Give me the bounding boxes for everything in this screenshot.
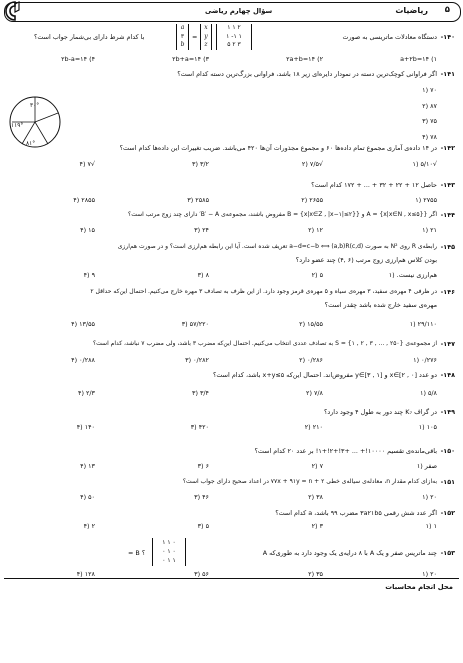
option-1[interactable]: ۲۰ (۱ <box>422 570 437 578</box>
option-3[interactable]: ۲۵۸۵ (۳ <box>187 196 209 204</box>
option-1[interactable]: صفر (۱ <box>416 462 437 470</box>
option-2[interactable]: ۷/۸ (۲ <box>306 389 323 397</box>
option-2[interactable]: ۰/۲۸۶ (۲ <box>299 356 323 364</box>
question-text: اگر عدد شش رقمی ۳a۲۱b۵ مضرب ۹۹ باشد، a کدام است؟ <box>275 509 437 517</box>
option-1[interactable]: هم‌ارزی نیست. (۱ <box>388 271 437 279</box>
question-number: ۱۵۰- <box>440 447 455 455</box>
option-2[interactable]: ۵ (۲ <box>311 271 323 279</box>
option-1[interactable]: ۲۱ (۱ <box>422 226 437 234</box>
matrix-row: ۰ ۱ ۱ <box>162 557 176 564</box>
question-text-continued: با کدام شرط دارای بی‌شمار جواب است؟ <box>34 33 145 41</box>
question-number: ۱۵۳- <box>440 549 455 557</box>
matrix-b-label: ؟ B = <box>128 549 146 557</box>
matrix-row: ۱ ۱ ۰ <box>162 539 176 546</box>
question-text: دستگاه معادلات ماتریسی به صورت <box>342 33 437 41</box>
question-number: ۱۴۶- <box>440 288 455 296</box>
option-2[interactable]: √۷/۵ (۲ <box>301 160 323 168</box>
option-2[interactable]: ۲۶۵۵ (۲ <box>301 196 323 204</box>
question-number: ۱۴۷- <box>440 340 455 348</box>
pie-label: ۳۰° <box>30 103 40 109</box>
option-1[interactable]: ۱ (۱ <box>425 522 437 530</box>
option-3[interactable]: ۶ (۳ <box>197 462 209 470</box>
matrix-row: ۵ ۲ ۳ <box>227 41 241 48</box>
option-3[interactable]: ۸ (۳ <box>197 271 209 279</box>
question-text: چند ماتریس صفر و یک A با ۸ درایه‌ی یک وجود دارد به طوری‌که A <box>262 549 437 557</box>
option-4[interactable]: ۷۸ (۴ <box>422 133 437 141</box>
option-4[interactable]: ۱۲۸ (۴ <box>76 570 95 578</box>
option-4[interactable]: ۰/۲۸۸ (۴ <box>71 356 95 364</box>
coefficient-matrix <box>216 24 252 50</box>
question-text-continued: بودن کلاس هم‌ارزی زوج مرتب (۶ ,۴) چند عضو دارد؟ <box>295 256 437 264</box>
pie-label: ۸۱° <box>26 141 36 147</box>
page-header <box>4 2 461 22</box>
page-number: ۵ <box>444 5 450 15</box>
vector-entry: b <box>180 41 185 48</box>
question-number: ۱۴۸- <box>440 371 455 379</box>
matrix-b <box>152 538 186 566</box>
question-text: به‌ازای کدام مقدار n، معادله‌ی سیاله‌ی خطی ۷۷x + ۹۱y = n + ۲ در اعداد صحیح دارای جواب است؟ <box>182 478 437 485</box>
question-text: دو عدد [۰ , ۲]∋x و [۱ , ۳]∋y مفروض‌اند. احتمال این‌که x+y≤۵ باشد، کدام است؟ <box>213 371 437 379</box>
option-3[interactable]: ۴۶ (۳ <box>194 493 209 501</box>
question-text: از مجموعه‌ی {۲۵۰ , ... , ۳ , ۲ , ۱} = S به تصادف عددی انتخاب می‌کنیم. احتمال این‌که مضرب ۳ باشد، ولی مضرب ۷ نباشد، کدام است؟ <box>92 340 437 347</box>
question-text: در ظرفی ۴ مهره‌ی سفید، ۳ مهره‌ی سیاه و ۵ مهره‌ی قرمز وجود دارد. از این ظرف به تصادف ۳ مهره خارج می‌کنیم. احتمال این‌که حداقل ۲ <box>90 288 437 295</box>
question-number: ۱۴۵- <box>440 243 455 251</box>
option-3[interactable]: ۲b+a=۱۴ (۳ <box>172 55 209 63</box>
question-number: ۱۵۱- <box>440 478 455 486</box>
footer-divider <box>4 578 459 579</box>
option-3[interactable]: ۵۶ (۳ <box>194 570 209 578</box>
option-3[interactable]: ۷۵ (۳ <box>422 117 437 125</box>
question-text: اگر فراوانی کوچک‌ترین دسته در نمودار دایره‌ای زیر ۱۸ باشد، فراوانی بزرگ‌ترین دسته کدام است؟ <box>177 70 437 78</box>
option-1[interactable]: ۷۰ (۱ <box>422 86 437 94</box>
rhs-vector <box>176 24 189 50</box>
option-4[interactable]: ۲b-a=۱۴ (۴ <box>61 55 95 63</box>
option-3[interactable]: ۴۲۰ (۳ <box>190 423 209 431</box>
option-1[interactable]: ۰/۲۷۶ (۱ <box>413 356 437 364</box>
option-2[interactable]: ۲۱۰ (۲ <box>304 423 323 431</box>
question-text: حاصل ۱۲ + ۲۲ + ۳۲ + ... + ۱۷۲ کدام است؟ <box>311 181 437 189</box>
vector-entry: z <box>204 41 208 48</box>
option-4[interactable]: ۵۰ (۴ <box>80 493 95 501</box>
pie-label: ۱۱۹° <box>11 123 24 129</box>
option-4[interactable]: ۲/۳ (۴ <box>78 389 95 397</box>
option-1[interactable]: ۵/۸ (۱ <box>420 389 437 397</box>
option-3[interactable]: ۰/۲۸۲ (۳ <box>185 356 209 364</box>
question-number: ۱۴۴- <box>440 211 455 219</box>
option-2[interactable]: ۸۷ (۲ <box>422 102 437 110</box>
scratch-area-label: محل انجام محاسبات <box>385 583 453 591</box>
option-4[interactable]: ۱۴۰ (۴ <box>76 423 95 431</box>
option-3[interactable]: ۵ (۳ <box>197 522 209 530</box>
option-1[interactable]: ۲۷۵۵ (۱ <box>415 196 437 204</box>
option-3[interactable]: ۳/۲ (۳ <box>192 160 209 168</box>
vector-entry: x <box>204 24 208 31</box>
option-2[interactable]: ۱۲ (۲ <box>308 226 323 234</box>
option-4[interactable]: ۹ (۴ <box>83 271 95 279</box>
vector-entry: ۳ <box>180 32 185 40</box>
question-number: ۱۴۳- <box>440 181 455 189</box>
variable-vector <box>200 24 212 50</box>
option-2[interactable]: ۳۵ (۲ <box>308 570 323 578</box>
question-text: اگر {A = {x|x∈N , x≤۵} و {B = {x|x∈Z , |x−۱|≤۲} مفروض باشند، مجموعه‌ی B′ − A′ دارای چند زوج مرتب است؟ <box>128 211 437 218</box>
option-4[interactable]: ۱۳ (۴ <box>80 462 95 470</box>
option-2[interactable]: ۱۵/۵۵ (۲ <box>299 320 323 328</box>
option-4[interactable]: ۲۸۵۵ (۴ <box>73 196 95 204</box>
publisher-logo-icon <box>4 0 26 22</box>
option-1[interactable]: a+۲b=۱۴ (۱ <box>400 55 437 63</box>
equals-sign: = <box>192 33 198 41</box>
matrix-row: ۰ ۱ ۰ <box>162 548 176 555</box>
option-4[interactable]: ۱۳/۵۵ (۴ <box>71 320 95 328</box>
option-4[interactable]: ۲ (۴ <box>83 522 95 530</box>
question-number: ۱۴۰- <box>440 33 455 41</box>
question-text: در ۱۴ داده‌ی آماری مجموع تمام داده‌ها ۶۰ و مجموع مجذورات آن‌ها ۴۲۰ می‌باشد. ضریب تغییرات این داده‌ها کدام است؟ <box>119 144 437 152</box>
option-1[interactable]: √۵/۱۰ (۱ <box>412 160 437 168</box>
option-4[interactable]: √۷ (۴ <box>79 160 95 168</box>
question-text: باقی‌مانده‌ی تقسیم ۱۰۰۰۰!+ ... +۳!+۲!+۱! بر عدد ۲۰ کدام است؟ <box>254 447 437 455</box>
matrix-row: ۱ ۱ ۲ <box>227 24 241 31</box>
question-text: رابطه‌ی R روی N² به صورت a−d=c−b ⟺ (a,b)R(c,d) تعریف شده است. آیا این رابطه هم‌ارزی است؟ و در صورت هم‌ارزی <box>117 243 437 250</box>
option-4[interactable]: ۱۵ (۴ <box>80 226 95 234</box>
question-text-continued: مهره‌ی سفید خارج شده باشد چقدر است؟ <box>324 301 437 309</box>
question-text: در گراف K₇ چند دور به طول ۴ وجود دارد؟ <box>323 408 437 416</box>
question-number: ۱۴۲- <box>440 144 455 152</box>
option-3[interactable]: ۵۷/۲۲۰ (۳ <box>181 320 209 328</box>
option-3[interactable]: ۲۴ (۳ <box>194 226 209 234</box>
option-1[interactable]: ۲۹/۱۱۰ (۱ <box>409 320 437 328</box>
vector-entry: y <box>204 32 208 40</box>
option-1[interactable]: ۲۰ (۱ <box>422 493 437 501</box>
option-3[interactable]: ۳/۴ (۳ <box>192 389 209 397</box>
question-number: ۱۴۱- <box>440 70 455 78</box>
vector-entry: a <box>180 24 185 31</box>
option-2[interactable]: ۲a+b=۱۴ (۲ <box>286 55 323 63</box>
exam-title: سؤال چهارم ریاضی <box>205 6 273 15</box>
option-1[interactable]: ۱۰۵ (۱ <box>418 423 437 431</box>
matrix-row: ۱ -۱ ۱ <box>226 32 242 40</box>
option-2[interactable]: ۳۸ (۲ <box>308 493 323 501</box>
option-2[interactable]: ۳ (۲ <box>311 522 323 530</box>
question-number: ۱۴۹- <box>440 408 455 416</box>
question-number: ۱۵۲- <box>440 509 455 517</box>
subject-title: ریاضیات <box>395 5 428 15</box>
option-2[interactable]: ۷ (۲ <box>311 462 323 470</box>
